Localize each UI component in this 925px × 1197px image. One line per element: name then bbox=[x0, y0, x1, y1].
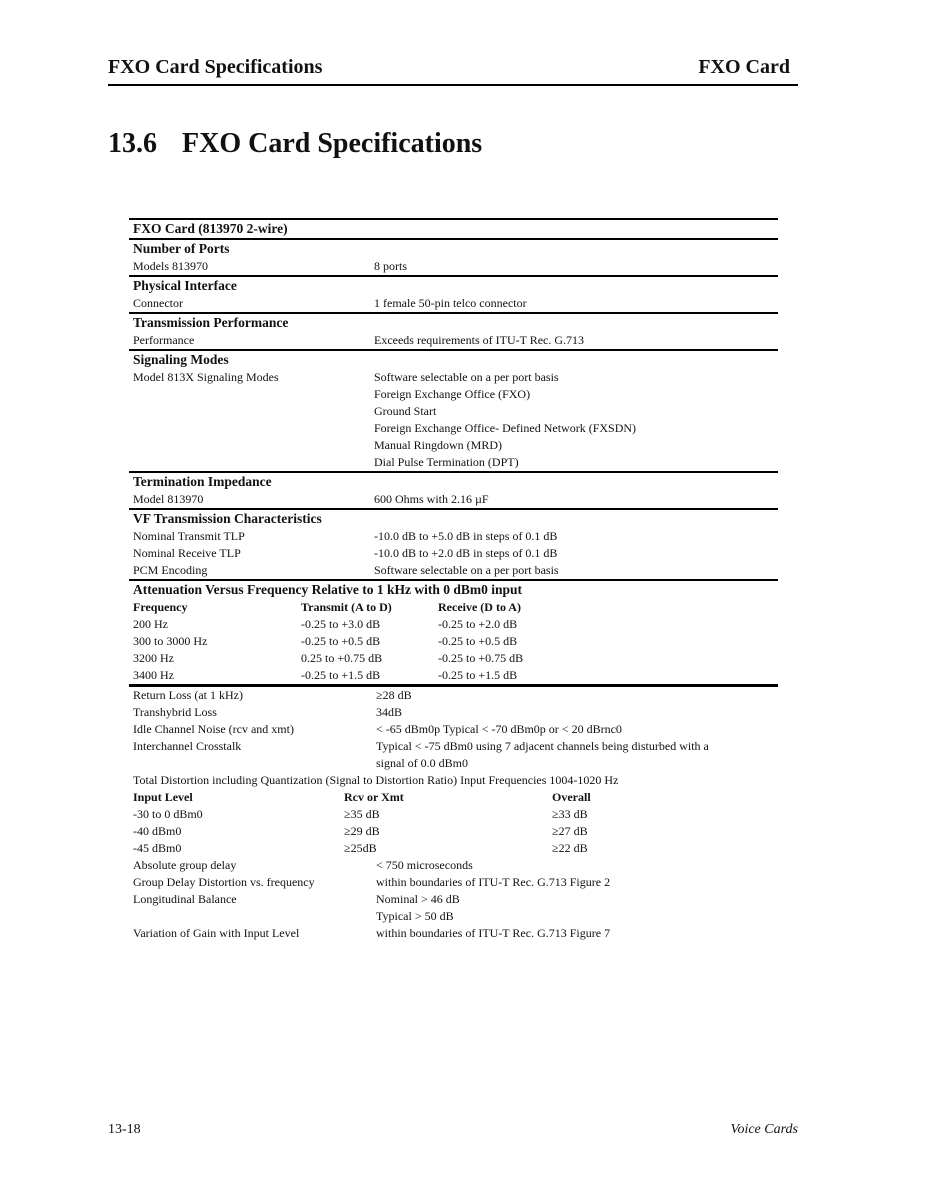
spec-row bbox=[129, 491, 778, 508]
section-heading: Signaling Modes bbox=[133, 352, 229, 367]
spec-row bbox=[129, 258, 778, 275]
spec-key: Performance bbox=[133, 333, 195, 347]
spec-value: 8 ports bbox=[374, 259, 407, 273]
section-title: FXO Card Specifications bbox=[182, 128, 483, 159]
spec-key: Absolute group delay bbox=[133, 858, 237, 872]
spec-key: Model 813970 bbox=[133, 492, 204, 506]
table-cell: 3200 Hz bbox=[133, 651, 174, 665]
table-cell: ≥29 dB bbox=[344, 824, 380, 838]
spec-value: 1 female 50-pin telco connector bbox=[374, 296, 527, 310]
table-cell: -0.25 to +0.5 dB bbox=[438, 634, 518, 648]
list-item: Software selectable on a per port basis bbox=[374, 370, 559, 384]
table-cell: -0.25 to +0.75 dB bbox=[438, 651, 524, 665]
table-row bbox=[129, 633, 778, 650]
list-item: Ground Start bbox=[374, 404, 437, 418]
spec-value-line: signal of 0.0 dBm0 bbox=[376, 756, 468, 770]
table-row bbox=[129, 667, 778, 684]
page-title bbox=[108, 128, 482, 160]
spec-key: Variation of Gain with Input Level bbox=[133, 926, 300, 940]
spec-value: Software selectable on a per port basis bbox=[374, 563, 559, 577]
column-header: Frequency bbox=[133, 600, 188, 614]
section-heading: Number of Ports bbox=[133, 241, 230, 256]
spec-value: -10.0 dB to +2.0 dB in steps of 0.1 dB bbox=[374, 546, 558, 560]
spec-row bbox=[129, 545, 778, 562]
table-cell: ≥27 dB bbox=[552, 824, 588, 838]
page-number: 13-18 bbox=[108, 1122, 141, 1137]
spec-key: Idle Channel Noise (rcv and xmt) bbox=[133, 722, 294, 736]
spec-key: Transhybrid Loss bbox=[133, 705, 217, 719]
spec-key: Interchannel Crosstalk bbox=[133, 739, 242, 753]
table-row bbox=[129, 806, 778, 823]
spec-key: Nominal Receive TLP bbox=[133, 546, 241, 560]
table-row bbox=[129, 823, 778, 840]
section-heading: Transmission Performance bbox=[133, 315, 289, 330]
spec-value: 34dB bbox=[376, 705, 403, 719]
spec-value: 600 Ohms with 2.16 µF bbox=[374, 492, 489, 506]
spec-key: Connector bbox=[133, 296, 183, 310]
list-item: Dial Pulse Termination (DPT) bbox=[374, 455, 519, 469]
spec-key: Models 813970 bbox=[133, 259, 208, 273]
table-cell: -40 dBm0 bbox=[133, 824, 182, 838]
footer-chapter: Voice Cards bbox=[730, 1122, 798, 1137]
header-left: FXO Card Specifications bbox=[108, 56, 323, 78]
table-cell: -0.25 to +3.0 dB bbox=[301, 617, 381, 631]
table-title: FXO Card (813970 2-wire) bbox=[133, 221, 288, 236]
column-header: Overall bbox=[552, 790, 591, 804]
table-cell: 200 Hz bbox=[133, 617, 168, 631]
table-cell: ≥35 dB bbox=[344, 807, 380, 821]
section-heading: Physical Interface bbox=[133, 278, 237, 293]
table-row bbox=[129, 616, 778, 633]
list-item: Foreign Exchange Office (FXO) bbox=[374, 387, 531, 401]
spec-key: Group Delay Distortion vs. frequency bbox=[133, 875, 315, 889]
table-cell: 3400 Hz bbox=[133, 668, 174, 682]
spec-value: -10.0 dB to +5.0 dB in steps of 0.1 dB bbox=[374, 529, 558, 543]
spec-row bbox=[129, 369, 778, 471]
table-cell: -0.25 to +2.0 dB bbox=[438, 617, 518, 631]
spec-key: Model 813X Signaling Modes bbox=[133, 370, 279, 384]
spec-row bbox=[129, 687, 778, 704]
running-header bbox=[108, 56, 798, 86]
section-heading: Attenuation Versus Frequency Relative to 1 kHz with 0 dBm0 input bbox=[133, 582, 523, 597]
spec-value-line: Typical < -75 dBm0 using 7 adjacent channels being disturbed with a bbox=[376, 739, 709, 753]
column-header: Receive (D to A) bbox=[438, 600, 521, 614]
table-cell: -0.25 to +1.5 dB bbox=[301, 668, 381, 682]
column-header: Input Level bbox=[133, 790, 193, 804]
column-headers bbox=[129, 599, 778, 616]
spec-value: ≥28 dB bbox=[376, 688, 412, 702]
table-cell: ≥22 dB bbox=[552, 841, 588, 855]
spec-row bbox=[129, 738, 778, 772]
column-header: Rcv or Xmt bbox=[344, 790, 404, 804]
table-cell: 0.25 to +0.75 dB bbox=[301, 651, 383, 665]
table-cell: -30 to 0 dBm0 bbox=[133, 807, 203, 821]
spec-value: within boundaries of ITU-T Rec. G.713 Figure 2 bbox=[376, 875, 611, 889]
table-cell: 300 to 3000 Hz bbox=[133, 634, 208, 648]
spec-value-list bbox=[376, 738, 778, 772]
header-right: FXO Card bbox=[698, 56, 790, 78]
list-item: Foreign Exchange Office- Defined Network (FXSDN) bbox=[374, 421, 637, 435]
table-cell: ≥33 dB bbox=[552, 807, 588, 821]
spec-value: Exceeds requirements of ITU-T Rec. G.713 bbox=[374, 333, 585, 347]
table-cell: -0.25 to +1.5 dB bbox=[438, 668, 518, 682]
table-row bbox=[129, 840, 778, 857]
spec-key: PCM Encoding bbox=[133, 563, 208, 577]
spec-key: Longitudinal Balance bbox=[133, 892, 237, 906]
column-headers bbox=[129, 789, 778, 806]
spec-key: Nominal Transmit TLP bbox=[133, 529, 245, 543]
spec-value: within boundaries of ITU-T Rec. G.713 Figure 7 bbox=[376, 926, 611, 940]
spec-value: < -65 dBm0p Typical < -70 dBm0p or < 20 dBrnc0 bbox=[376, 722, 622, 736]
spec-row bbox=[129, 295, 778, 312]
table-row bbox=[129, 650, 778, 667]
section-heading: VF Transmission Characteristics bbox=[133, 511, 322, 526]
spec-row bbox=[129, 562, 778, 579]
list-item: Manual Ringdown (MRD) bbox=[374, 438, 502, 452]
spec-row bbox=[129, 874, 778, 891]
spec-value-line: Nominal > 46 dB bbox=[376, 892, 460, 906]
spec-row bbox=[129, 925, 778, 942]
spec-value-list bbox=[374, 369, 778, 471]
spec-value: < 750 microseconds bbox=[376, 858, 473, 872]
spec-row bbox=[129, 332, 778, 349]
spec-row bbox=[129, 891, 778, 925]
spec-row bbox=[129, 857, 778, 874]
table-cell: -45 dBm0 bbox=[133, 841, 182, 855]
spec-key: Return Loss (at 1 kHz) bbox=[133, 688, 243, 702]
spec-value-list bbox=[376, 891, 778, 925]
spec-row bbox=[129, 704, 778, 721]
column-header: Transmit (A to D) bbox=[301, 600, 392, 614]
section-number: 13.6 bbox=[108, 128, 157, 159]
table-cell: ≥25dB bbox=[344, 841, 377, 855]
spec-table bbox=[129, 218, 778, 942]
spec-row bbox=[129, 721, 778, 738]
spec-row bbox=[129, 528, 778, 545]
spec-value-line: Typical > 50 dB bbox=[376, 909, 454, 923]
distortion-caption: Total Distortion including Quantization (Signal to Distortion Ratio) Input Frequencies 1004-1020 Hz bbox=[133, 773, 619, 787]
table-cell: -0.25 to +0.5 dB bbox=[301, 634, 381, 648]
section-heading: Termination Impedance bbox=[133, 474, 272, 489]
